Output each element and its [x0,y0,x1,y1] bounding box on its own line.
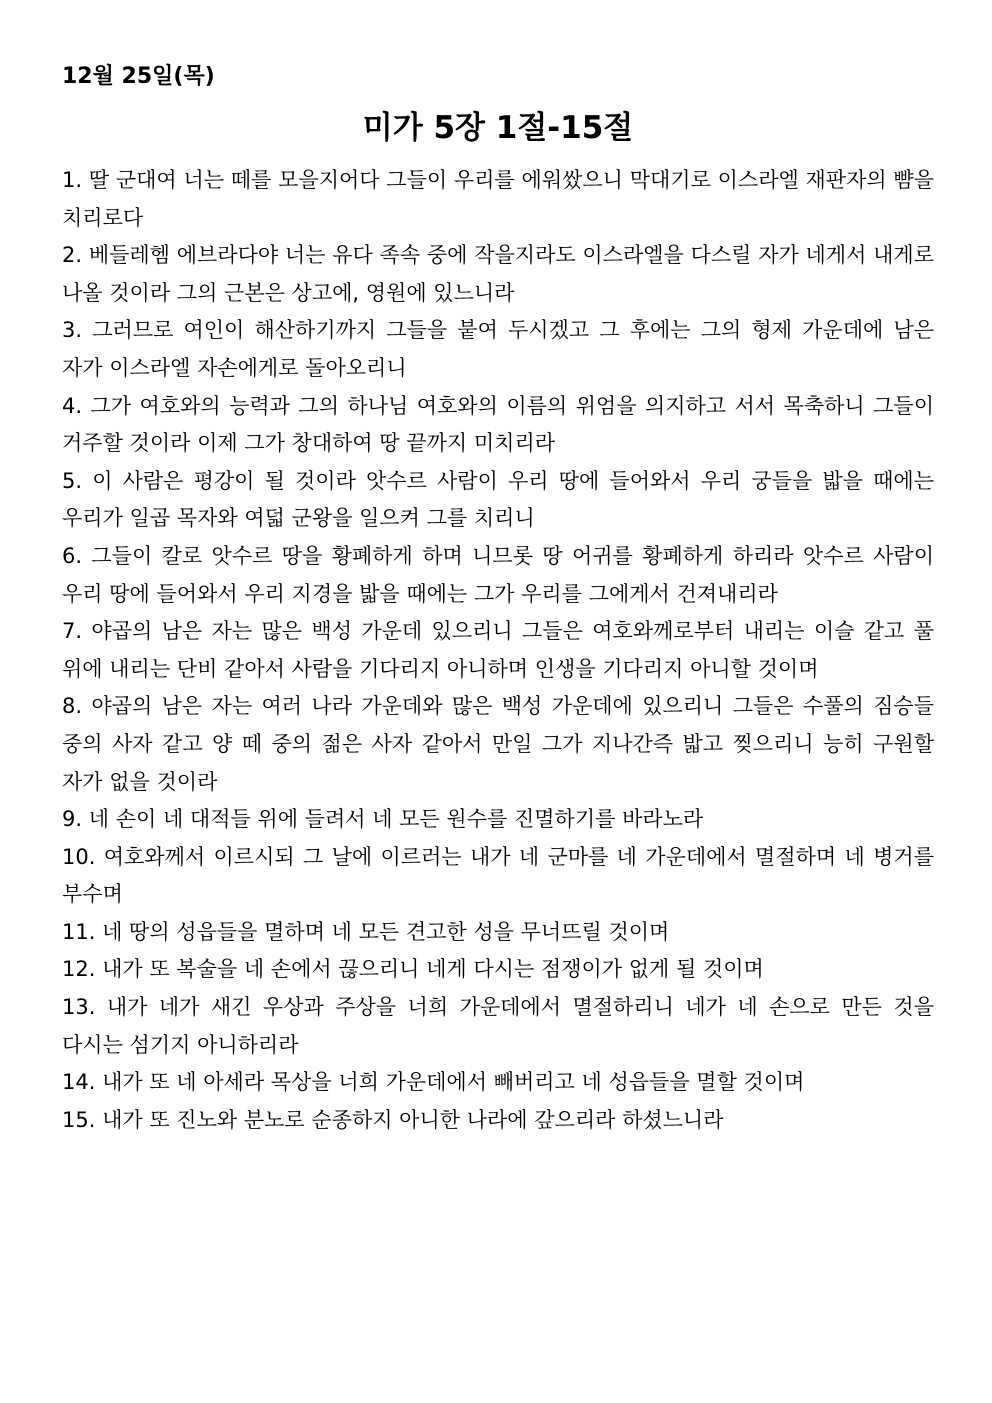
verse-number: 4. [62,393,83,418]
verse-text: 네 땅의 성읍들을 멸하며 네 모든 견고한 성을 무너뜨릴 것이며 [102,919,670,944]
verse-9 [62,801,934,839]
verse-list [62,162,934,1139]
verse-number: 9. [62,807,83,832]
verse-number: 11. [62,919,96,944]
verse-6 [62,538,934,613]
verse-number: 1. [62,168,83,192]
verse-text: 야곱의 남은 자는 여러 나라 가운데와 많은 백성 가운데에 있으리니 그들은 수풀의 짐승들 중의 사자 같고 양 떼 중의 젊은 사자 같아서 만일 그가 지나간즉 밟고 찢으리니 능히 구원할 자가 없을 것이라 [62,694,934,794]
verse-number: 13. [62,995,96,1020]
verse-text: 이 사람은 평강이 될 것이라 앗수르 사람이 우리 땅에 들어와서 우리 궁들을 밟을 때에는 우리가 일곱 목자와 여덟 군왕을 일으켜 그를 치리니 [62,468,934,531]
verse-number: 3. [62,318,83,343]
verse-13 [62,989,934,1064]
verse-text: 네 손이 네 대적들 위에 들려서 네 모든 원수를 진멸하기를 바라노라 [88,807,704,832]
verse-12 [62,951,934,989]
verse-11 [62,914,934,952]
verse-number: 12. [62,957,96,982]
verse-text: 내가 또 네 아세라 목상을 너희 가운데에서 빼버리고 네 성읍들을 멸할 것이며 [102,1070,805,1095]
verse-number: 2. [62,243,83,268]
verse-8 [62,688,934,801]
verse-text: 내가 또 진노와 분노로 순종하지 아니한 나라에 갚으리라 하셨느니라 [102,1107,724,1132]
verse-text: 딸 군대여 너는 떼를 모을지어다 그들이 우리를 에워쌌으니 막대기로 이스라엘 재판자의 뺨을 치리로다 [62,168,934,230]
verse-14 [62,1064,934,1102]
verse-2 [62,237,934,312]
verse-number: 10. [62,844,96,869]
verse-text: 내가 네가 새긴 우상과 주상을 너희 가운데에서 멸절하리니 네가 네 손으로 만든 것을 다시는 섬기지 아니하리라 [62,995,934,1057]
page-title: 미가 5장 1절-15절 [362,110,634,146]
verse-3 [62,312,934,387]
verse-number: 5. [62,468,83,493]
verse-text: 그들이 칼로 앗수르 땅을 황폐하게 하며 니므롯 땅 어귀를 황폐하게 하리라 앗수르 사람이 우리 땅에 들어와서 우리 지경을 밟을 때에는 그가 우리를 그에게서 건져내리라 [62,543,934,606]
verse-text: 내가 또 복술을 네 손에서 끊으리니 네게 다시는 점쟁이가 없게 될 것이며 [102,957,764,982]
verse-text: 야곱의 남은 자는 많은 백성 가운데 있으리니 그들은 여호와께로부터 내리는 이슬 같고 풀 위에 내리는 단비 같아서 사람을 기다리지 아니하며 인생을 기다리지 아니할 것이며 [62,619,934,681]
verse-number: 6. [62,543,83,568]
verse-1 [62,162,934,237]
verse-text: 베들레헴 에브라다야 너는 유다 족속 중에 작을지라도 이스라엘을 다스릴 자가 네게서 내게로 나올 것이라 그의 근본은 상고에, 영원에 있느니라 [62,243,934,305]
date-label: 12월 25일(목) [62,64,215,89]
verse-text: 여호와께서 이르시되 그 날에 이르러는 내가 네 군마를 네 가운데에서 멸절하며 네 병거를 부수며 [62,844,934,907]
verse-7 [62,613,934,688]
verse-15 [62,1102,934,1140]
verse-text: 그가 여호와의 능력과 그의 하나님 여호와의 이름의 위엄을 의지하고 서서 목축하니 그들이 거주할 것이라 이제 그가 창대하여 땅 끝까지 미치리라 [62,393,934,456]
verse-number: 14. [62,1070,96,1095]
verse-text: 그러므로 여인이 해산하기까지 그들을 붙여 두시겠고 그 후에는 그의 형제 가운데에 남은 자가 이스라엘 자손에게로 돌아오리니 [62,318,934,380]
verse-number: 8. [62,694,83,719]
verse-number: 15. [62,1107,96,1132]
verse-10 [62,839,934,914]
verse-number: 7. [62,619,83,644]
verse-4 [62,388,934,463]
verse-5 [62,463,934,538]
